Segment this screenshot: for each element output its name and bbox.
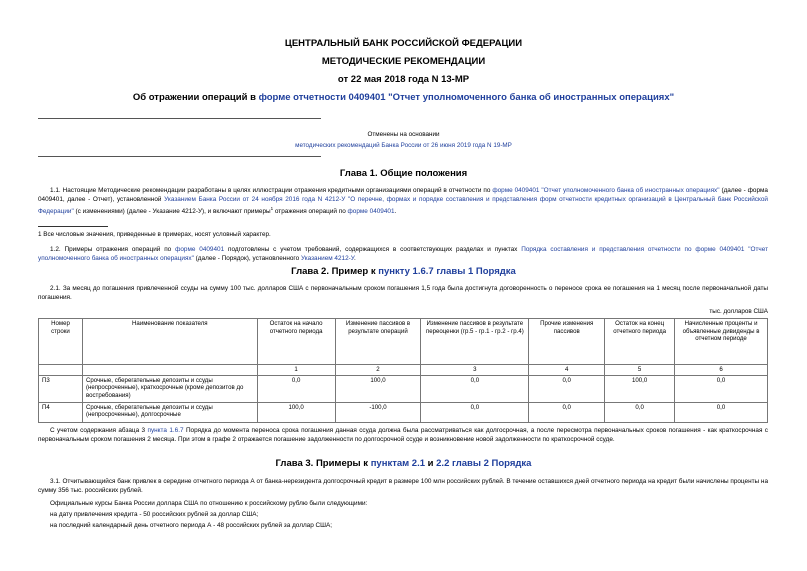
doc-subject xyxy=(0,92,807,103)
unit-label: тыс. долларов США xyxy=(709,308,768,315)
row-code: П4 xyxy=(39,402,83,422)
subject-link[interactable]: форме отчетности 0409401 "Отчет уполномоченного банка об иностранных операциях" xyxy=(258,92,675,103)
cell-value: 0,0 xyxy=(529,402,605,422)
col-header: Изменение пассивов в результате переоценки (гр.5 - гр.1 - гр.2 - гр.4) xyxy=(421,319,529,365)
doc-date: от 22 мая 2018 года N 13-МР xyxy=(337,74,470,85)
ukazanie-4212u-link[interactable]: Указанием 4212-У xyxy=(300,255,354,263)
footnote: 1 Все числовые значения, приведенные в примерах, носят условный характер. xyxy=(38,231,271,238)
col-number: 5 xyxy=(605,365,675,376)
cell-value: 0,0 xyxy=(675,375,768,402)
cell-value: 0,0 xyxy=(421,375,529,402)
cell-value: 100,0 xyxy=(605,375,675,402)
chapter2-title: Глава 2. Пример к пункту 1.6.7 главы 1 Порядка xyxy=(291,266,516,277)
chapter3-paragraph-1: 3.1. Отчитывающийся банк привлек в середине отчетного периода А от банка-нерезидента долгосрочный кредит в размере 100 млн российских рублей. В течение оставшихся дней отчетного периода на кредит были начислены проценты на сумму 356 тыс. российских рублей. xyxy=(38,478,768,495)
cell-value: 100,0 xyxy=(335,375,421,402)
table-row xyxy=(39,375,768,402)
footnote-marker: 1 xyxy=(270,206,274,212)
cell-value: 0,0 xyxy=(529,375,605,402)
chapter2-paragraph-2: С учетом содержания абзаца 3 пункта 1.6.7 Порядка до момента переноса срока погашения данная ссуда должна была рассматриваться как долгосрочная, а после пересмотра первоначальных сроков погашения - как краткосрочная с первоначальным сроком погашения 2 месяца. При этом в графе 2 отражается погашение задолженности по долгосрочной ссуде и возникновение новой задолженности по краткосрочной ссуде. xyxy=(38,427,769,444)
col-number: 3 xyxy=(421,365,529,376)
col-number: 6 xyxy=(675,365,768,376)
poryadok-link[interactable]: Порядка составления и представления отчетности по форме 0409401 "Отчет уполномоченного банка об иностранных операциях" xyxy=(38,246,769,263)
subject-prefix: Об отражении операций в xyxy=(132,92,259,103)
col-header: Остаток на конец отчетного периода xyxy=(605,319,675,365)
cell-value: 100,0 xyxy=(257,402,335,422)
status-line-1: Отменены на основании xyxy=(367,131,440,138)
punkt-2-2-link[interactable]: 2.2 главы 2 Порядка xyxy=(436,458,532,469)
cell-value: -100,0 xyxy=(335,402,421,422)
col-number: 1 xyxy=(257,365,335,376)
cell-value: 0,0 xyxy=(675,402,768,422)
form-0409401-link[interactable]: форме 0409401 xyxy=(347,208,395,216)
chapter1-paragraph-2: 1.2. Примеры отражения операций по форме 0409401 подготовлены с учетом требований, содержащихся в соответствующих разделах и пунктах Порядка составления и представления отчетности по форме 0409401 "Отчет уполномоченного банка об иностранных операциях" (далее - Порядок), установленного Указанием 4212-У. xyxy=(38,246,769,263)
form-0409401-link[interactable]: форме 0409401 xyxy=(175,246,225,253)
status-link[interactable]: методических рекомендаций Банка России от 26 июня 2019 года N 19-МР xyxy=(295,142,512,149)
punkt-2-1-link[interactable]: пунктам 2.1 xyxy=(370,458,426,469)
chapter1-paragraph-1: 1.1. Настоящие Методические рекомендации разработаны в целях иллюстрации отражения кредитными организациями операций в отчетности по форме 0409401 "Отчет уполномоченного банка об иностранных операциях" (далее - форма 0409401, далее - Отчет), установленной Указанием Банка России от 24 ноября 2016 года N 4212-У "О перечне, формах и порядке составления и представления форм отчетности кредитных организаций в Центральный банк Российской Федерации" (с изменениями) (далее - Указание 4212-У), и включают примеры$^1$ отражения операций по форме 0409401. xyxy=(38,187,768,216)
row-code: П3 xyxy=(39,375,83,402)
punkt-1-6-7-link[interactable]: пункта 1.6.7 xyxy=(147,427,184,434)
form-0409401-link[interactable]: форме 0409401 "Отчет уполномоченного банка об иностранных операциях" xyxy=(492,187,720,194)
cell-value: 0,0 xyxy=(257,375,335,402)
chapter3-paragraph-2: Официальные курсы Банка России доллара США по отношению к российскому рублю были следующими: xyxy=(50,500,368,507)
org-title: ЦЕНТРАЛЬНЫЙ БАНК РОССИЙСКОЙ ФЕДЕРАЦИИ xyxy=(284,38,523,49)
chapter3-paragraph-4: на последний календарный день отчетного периода А - 48 российских рублей за доллар США; xyxy=(50,522,333,529)
chapter1-title: Глава 1. Общие положения xyxy=(339,168,468,179)
chapter2-paragraph-1: 2.1. За месяц до погашения привлеченной ссуды на сумму 100 тыс. долларов США с первоначальным сроком погашения 1,5 года была достигнута договоренность о переносе срока ее погашения на 1 месяц после первоначальной даты погашения. xyxy=(38,285,768,302)
chapter2-title-link[interactable]: пункту 1.6.7 главы 1 Порядка xyxy=(378,266,516,277)
cell-value: 0,0 xyxy=(605,402,675,422)
divider xyxy=(38,156,321,157)
cell-value: 0,0 xyxy=(421,402,529,422)
col-header: Начисленные проценты и объявленные дивиденды в отчетном периоде xyxy=(675,319,768,365)
ukazanie-4212u-link[interactable]: Указанием Банка России от 24 ноября 2016 года N 4212-У "О перечне, формах и порядке составления и представления форм отчетности кредитных организаций в Центральный банк Российской Федерации" xyxy=(38,196,768,216)
col-number: 2 xyxy=(335,365,421,376)
doc-type-title: МЕТОДИЧЕСКИЕ РЕКОМЕНДАЦИИ xyxy=(321,56,486,67)
row-name: Срочные, сберегательные депозиты и ссуды (непросроченные), долгосрочные xyxy=(82,402,257,422)
divider xyxy=(38,118,321,119)
form-table xyxy=(38,318,768,423)
footnote-divider xyxy=(38,226,108,227)
col-header: Изменение пассивов в результате операций xyxy=(335,319,421,365)
col-number: 4 xyxy=(529,365,605,376)
table-row xyxy=(39,402,768,422)
col-header: Наименование показателя xyxy=(82,319,257,365)
chapter3-paragraph-3: на дату привлечения кредита - 50 российских рублей за доллар США; xyxy=(50,511,259,518)
col-header: Номер строки xyxy=(39,319,83,365)
col-header: Прочие изменения пассивов xyxy=(529,319,605,365)
col-header: Остаток на начало отчетного периода xyxy=(257,319,335,365)
chapter3-title: Глава 3. Примеры к пунктам 2.1 и 2.2 главы 2 Порядка xyxy=(275,458,532,469)
row-name: Срочные, сберегательные депозиты и ссуды (непросроченные), краткосрочные (кроме депозитов до востребования) xyxy=(82,375,257,402)
